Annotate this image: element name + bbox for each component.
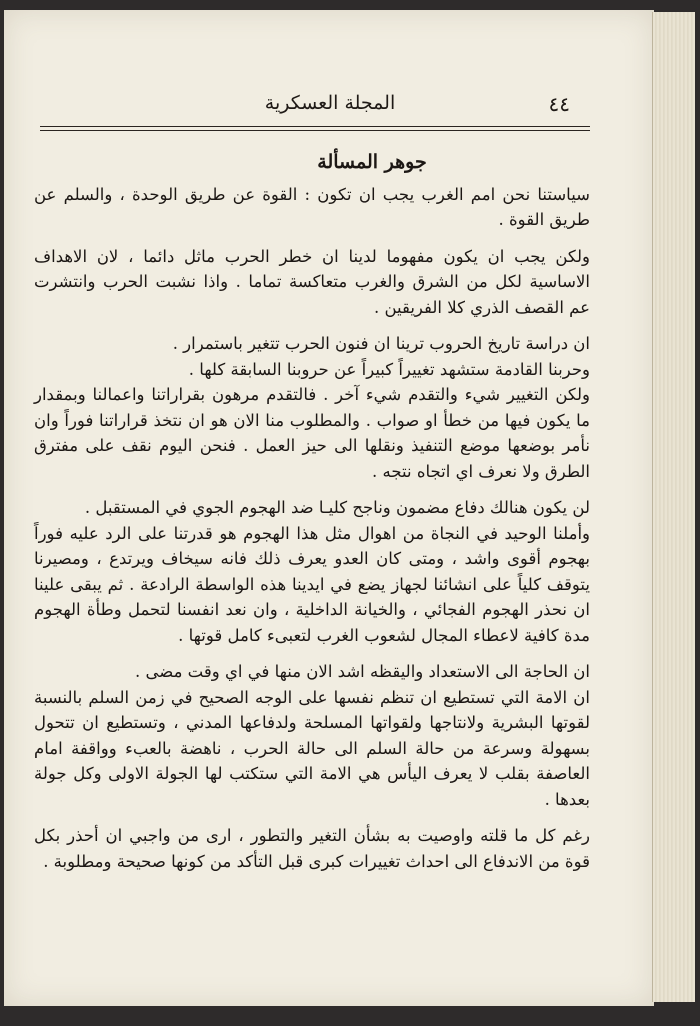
article-body <box>34 150 590 874</box>
paragraph: سياستنا نحن امم الغرب يجب ان تكون : القوة عن طريق الوحدة ، والسلم عن طريق القوة . <box>34 184 590 229</box>
header-rule-top <box>40 126 590 127</box>
section-heading: جوهر المسألة <box>317 151 427 173</box>
paragraph: ولكن التغيير شيء والتقدم شيء آخر . فالتقدم مرهون بقراراتنا واعمالنا وبمقدار ما يكون فيها من خطأ او صواب . والمطلوب منا الان هو ان نتخذ قراراتنا فوراً وان نأمر بوضعها موضع التنفيذ ونقلها الى حيز العمل . فنحن اليوم نقف على مفترق الطرق ولا نعرف اي اتجاه نتجه . <box>34 385 590 481</box>
paragraph: وأملنا الوحيد في النجاة من اهوال مثل هذا الهجوم هو قدرتنا على الرد عليه فوراً بهجوم أقوى واشد ، ومتى كان العدو يعرف ذلك فانه سيخاف ويرتدع ، ومصيرنا يتوقف كلياً على انشائنا لجهاز يضع في ايدينا هذه الواسطة الرادعة . ثم يبقى علينا ان نحذر الهجوم الفجائي ، والخيانة الداخلية ، وان نعد انفسنا لتحمل وطأة الهجوم مدة كافية لاعطاء المجال لشعوب الغرب لتعبىء كامل قوتها . <box>34 523 590 645</box>
paragraph: ولكن يجب ان يكون مفهوما لدينا ان خطر الحرب ماثل دائما ، لان الاهداف الاساسية لكل من الشرق والغرب متعاكسة تماما . واذا نشبت الحرب وانتشرت عم القصف الذري كلا الفريقين . <box>34 246 590 317</box>
paragraph: ان الحاجة الى الاستعداد واليقظه اشد الان منها في اي وقت مضى . <box>135 662 590 681</box>
page-header <box>40 88 620 128</box>
paragraph: ان الامة التي تستطيع ان تنظم نفسها على الوجه الصحيح في زمن السلم بالنسبة لقوتها البشرية ولانتاجها ولقواتها المسلحة ولدفاعها المدني ، وتستطيع ان تتحول بسهولة وسرعة من حالة السلم الى حالة الحرب ، ناهضة بالعبء وواقفة امام العاصفة بقلب لا يعرف اليأس هي الامة التي ستكتب لها الجولة الاولى وكل جولة بعدها . <box>34 687 590 809</box>
paragraph: وحربنا القادمة ستشهد تغييراً كبيراً عن حروبنا السابقة كلها . <box>188 359 590 379</box>
paragraph: رغم كل ما قلته واوصيت به بشأن التغير والتطور ، ارى من واجبي ان أحذر بكل قوة من الاندفاع الى احداث تغييرات كبرى قبل التأكد من كونها صحيحة ومطلوبة . <box>34 826 590 871</box>
page-number: ٤٤ <box>548 92 570 116</box>
book-page-edges <box>652 12 695 1002</box>
paragraph: لن يكون هنالك دفاع مضمون وناجح كليـا ضد الهجوم الجوي في المستقبل . <box>84 498 590 517</box>
paragraph: ان دراسة تاريخ الحروب ترينا ان فنون الحرب تتغير باستمرار . <box>172 334 590 353</box>
header-rule-bottom <box>40 130 590 131</box>
running-title: المجلة العسكرية <box>264 92 396 114</box>
